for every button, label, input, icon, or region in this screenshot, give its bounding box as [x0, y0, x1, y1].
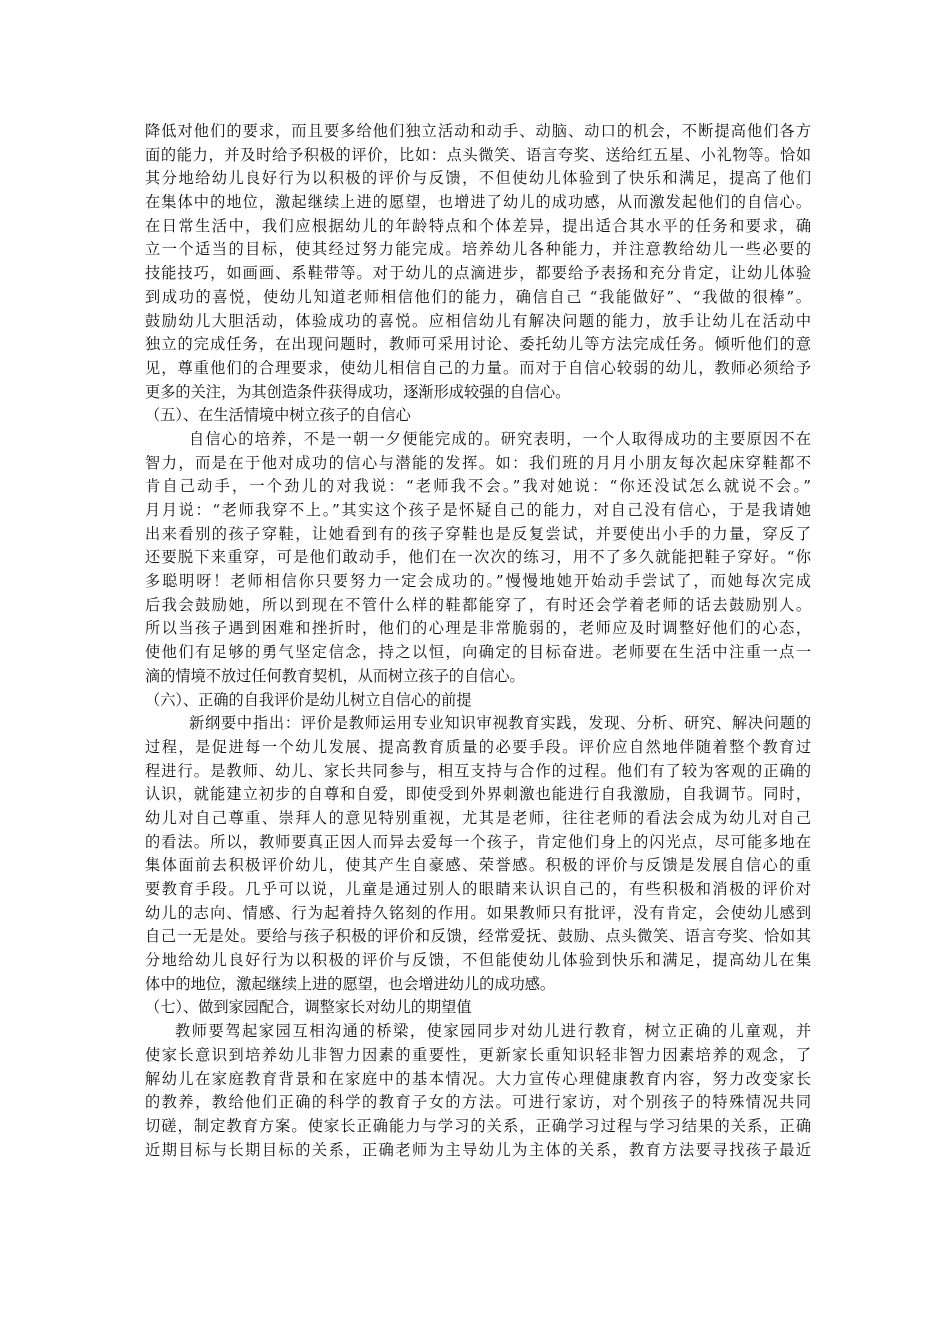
text-line: 要教育手段。几乎可以说，儿童是通过别人的眼睛来认识自己的，有些积极和消极的评价对: [145, 880, 811, 898]
paragraph-section-7: [145, 1020, 811, 1162]
text-line: 的看法。所以，教师要真正因人而异去爱每一个孩子，肯定他们身上的闪光点，尽可能多地在: [145, 832, 811, 851]
text-line: 教师要驾起家园互相沟通的桥梁，使家园同步对幼儿进行教育，树立正确的儿童观，并: [175, 1022, 811, 1041]
text-line: 智力，而是在于他对成功的信心与潜能的发挥。如：我们班的月月小朋友每次起床穿鞋都不: [145, 453, 811, 472]
text-line: 立一个适当的目标，使其经过努力能完成。培养幼儿各种能力，并注意教给幼儿一些必要的: [145, 240, 811, 259]
text-line: 在集体中的地位，激起继续上进的愿望，也增进了幼儿的成功感，从而激发起他们的自信心。: [145, 193, 811, 212]
text-line: 自信心的培养，不是一朝一夕便能完成的。研究表明，一个人取得成功的主要原因不在: [189, 429, 811, 448]
text-line: 所以当孩子遇到困难和挫折时，他们的心理是非常脆弱的，老师应及时调整好他们的心态，: [145, 619, 811, 638]
text-line: 出来看别的孩子穿鞋，让她看到有的孩子穿鞋也是反复尝试，并要使出小手的力量，穿反了: [145, 524, 811, 543]
text-line: 体中的地位，激起继续上进的愿望，也会增进幼儿的成功感。: [145, 974, 556, 993]
text-line: 新纲要中指出：评价是教师运用专业知识审视教育实践，发现、分析、研究、解决问题的: [189, 714, 811, 733]
text-line: 月月说：“老师我穿不上。”其实这个孩子是怀疑自己的能力，对自己没有信心，于是我请她: [145, 501, 811, 519]
text-line: 认识，就能建立初步的自尊和自爱，即使受到外界刺激也能进行自我激励，自我调节。同时，: [145, 785, 811, 804]
section-heading-7: （七）、做到家园配合，调整家长对幼儿的期望值: [145, 998, 472, 1017]
text-line: 见，尊重他们的合理要求，使幼儿相信自己的力量。而对于自信心较弱的幼儿，教师必须给予: [145, 358, 811, 377]
text-line: 过程，是促进每一个幼儿发展、提高教育质量的必要手段。评价应自然地伴随着整个教育过: [145, 737, 811, 756]
text-line: 鼓励幼儿大胆活动，体验成功的喜悦。应相信幼儿有解决问题的能力，放手让幼儿在活动中: [145, 311, 811, 330]
text-line: 面的能力，并及时给予积极的评价，比如：点头微笑、语言夸奖、送给红五星、小礼物等。恰如: [145, 145, 811, 164]
text-line: 独立的完成任务，在出现问题时，教师可采用讨论、委托幼儿等方法完成任务。倾听他们的意: [145, 335, 811, 354]
text-line: 其分地给幼儿良好行为以积极的评价与反馈，不但使幼儿体验到了快乐和满足，提高了他们: [145, 169, 811, 188]
text-line: 幼儿对自己尊重、崇拜人的意见特别重视，尤其是老师，往往老师的看法会成为幼儿对自己: [145, 808, 811, 827]
paragraph-section-6: [145, 712, 811, 996]
text-line: 的教养，教给他们正确的科学的教育子女的方法。可进行家访，对个别孩子的特殊情况共同: [145, 1093, 811, 1112]
text-line: 更多的关注，为其创造条件获得成功，逐渐形成较强的自信心。: [145, 382, 571, 401]
text-line: 近期目标与长期目标的关系，正确老师为主导幼儿为主体的关系，教育方法要寻找孩子最近: [145, 1140, 811, 1159]
text-line: 幼儿的志向、情感、行为起着持久铭刻的作用。如果教师只有批评，没有肯定，会使幼儿感到: [145, 903, 811, 922]
text-line: 自己一无是处。要给与孩子积极的评价和反馈，经常爱抚、鼓励、点头微笑、语言夸奖、恰如其: [145, 927, 811, 946]
text-line: 在日常生活中，我们应根据幼儿的年龄特点和个体差异，提出适合其水平的任务和要求，确: [145, 216, 811, 235]
text-line: 到成功的喜悦，使幼儿知道老师相信他们的能力，确信自己 “我能做好”、“我做的很棒”。: [145, 287, 811, 306]
text-line: 解幼儿在家庭教育背景和在家庭中的基本情况。大力宣传心理健康教育内容，努力改变家长: [145, 1069, 811, 1088]
text-line: 降低对他们的要求，而且要多给他们独立活动和动手、动脑、动口的机会，不断提高他们各方: [145, 122, 811, 140]
text-line: 还要脱下来重穿，可是他们敢动手，他们在一次次的练习，用不了多久就能把鞋子穿好。“你: [145, 548, 811, 567]
text-line: 分地给幼儿良好行为以积极的评价与反馈，不但能使幼儿体验到快乐和满足，提高幼儿在集: [145, 951, 811, 970]
text-line: 技能技巧，如画画、系鞋带等。对于幼儿的点滴进步，都要给予表扬和充分肯定，让幼儿体验: [145, 264, 811, 283]
text-line: 肯自己动手，一个劲儿的对我说：“老师我不会。”我对她说：“你还没试怎么就说不会。”: [145, 477, 811, 496]
document-page: [145, 120, 811, 1162]
section-heading-5: （五）、在生活情境中树立孩子的自信心: [145, 406, 411, 425]
text-line: 切磋，制定教育方案。使家长正确能力与学习的关系，正确学习过程与学习结果的关系，正确: [145, 1116, 811, 1135]
text-line: 集体面前去积极评价幼儿，使其产生自豪感、荣誉感。积极的评价与反馈是发展自信心的重: [145, 856, 811, 875]
text-line: 使家长意识到培养幼儿非智力因素的重要性，更新家长重知识轻非智力因素培养的观念，了: [145, 1045, 811, 1064]
section-heading-6: （六）、正确的自我评价是幼儿树立自信心的前提: [145, 690, 472, 709]
text-line: 多聪明呀！老师相信你只要努力一定会成功的。”慢慢地她开始动手尝试了，而她每次完成: [145, 572, 811, 591]
text-line: 程进行。是教师、幼儿、家长共同参与，相互支持与合作的过程。他们有了较为客观的正确的: [145, 761, 811, 780]
paragraph-prev: [145, 120, 811, 404]
text-line: 后我会鼓励她，所以到现在不管什么样的鞋都能穿了，有时还会学着老师的话去鼓励别人。: [145, 595, 811, 614]
text-line: 滴的情境不放过任何教育契机，从而树立孩子的自信心。: [145, 666, 525, 685]
paragraph-section-5: [145, 428, 811, 689]
text-line: 使他们有足够的勇气坚定信念，持之以恒，向确定的目标奋进。老师要在生活中注重一点一: [145, 643, 811, 662]
